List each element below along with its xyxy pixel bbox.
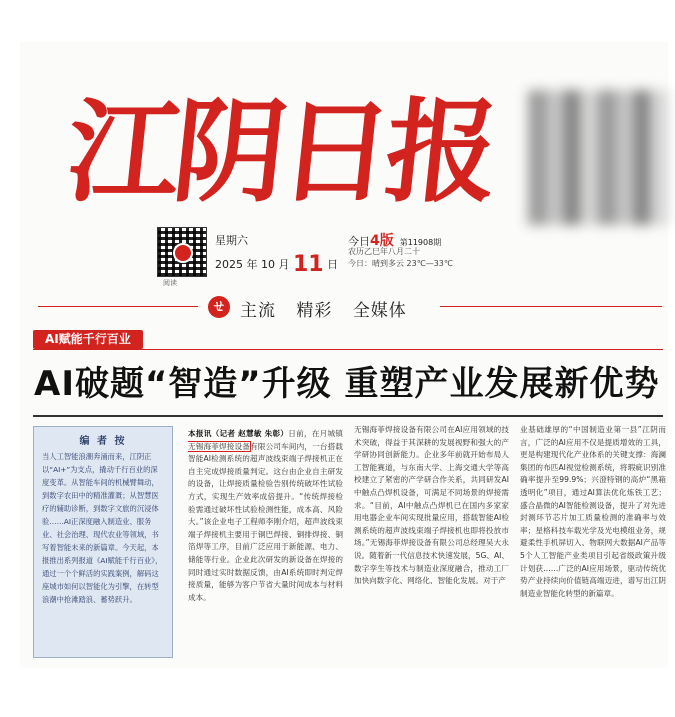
date-day: 11: [292, 252, 324, 277]
slogan-item: 主流: [240, 301, 276, 321]
article-column-1: [188, 428, 343, 660]
article-text: 有限公司车间内，一台搭载智能AI检测系统的超声波线束端子焊接机正在自主完成焊接质量判定。这台由企业自主研发的设备，让焊接质量检验告别传统破坏性试验方式，实现生产效率成倍提升。“传统焊接检验需通过破坏性试验检测性能，成本高、风险大。”该企业电子工程师李刚介绍，超声波线束端子焊接机主要用于铜巴焊接、铜排焊接、铜箔焊等工序，目前广泛应用于新能源、电力、储能等行业。企业此次研发的新设备在焊接的同时通过实时数据反馈，由AI系统即时判定焊接质量，能够为客户节省大量时间成本与材料成本。: [188, 441, 343, 602]
date-prefix: 2025 年 10 月: [215, 258, 290, 271]
date-suffix: 日: [327, 258, 339, 271]
blurred-area: [528, 90, 668, 225]
slogan-rule-left: [38, 306, 198, 307]
headline[interactable]: AI破题“智造”升级 重塑产业发展新优势: [34, 364, 660, 404]
weekday: 星期六: [215, 234, 248, 247]
article-text: 日前，在月城镇: [288, 429, 343, 438]
slogan: [240, 296, 421, 321]
article-column-2: 无锡海菲焊接设备有限公司在AI应用领域的技术突破，得益于其深耕的发展视野和强大的产学研协同创新能力。企业多年前就开始布局人工智能赛道，与东南大学、上海交通大学等高校建立了紧密的产学研合作关系，共同研发AI中触点凸焊机设备，可满足不同场景的焊接需求。“目前，AI中触点凸焊机已在国内多家家用电器企业车间实现批量应用，搭载智能AI检测系统的超声波线束端子焊接机也即将投放市场。”无锡海菲焊接设备有限公司总经理吴大永说。随着新一代信息技术快速发展，5G、AI、数字孪生等技术与制造业深度融合，推动工厂加快向数字化、网络化、智能化发展。对于产: [354, 425, 509, 586]
qr-logo-icon: [173, 243, 193, 263]
article-column-3: 业基础雄厚的“中国制造业第一县”江阴而言，广泛的AI应用不仅是提质增效的工具，更是构建现代化产业体系的关键支撑：海澜集团的布匹AI视觉检测系统，将瑕疵识别准确率提升至99.9%；兴澄特钢的高炉“黑箱透明化”项目，通过AI算法优化炼铁工艺；盛合晶微的AI智能检测设备，提升了对先进封测环节芯片加工质量检测的准确率与效率；星格科技车载光学及光电模组业务，规避柔性手机屏切入、物联网大数据AI产品等5个人工智能产业类项目引起省级政策升级计划获……广泛的AI应用场景，驱动传统优势产业持续向价值链高端迈进，谱写出江阴制造业智能化转型的新篇章。: [520, 425, 666, 598]
weather: 今日：晴到多云 23℃—33℃: [348, 259, 453, 268]
headline-rule: [33, 415, 663, 417]
slogan-item: 全媒体: [352, 301, 407, 321]
issue-number: 第11908期: [399, 238, 442, 247]
section-rule: [33, 349, 663, 350]
editor-note-text: 当人工智能浪潮奔涌而来，江阴正以“AI+”为支点，撬动千行百业的深度变革。从智能车间的机械臂舞动，到数字农田中的精准灌溉；从智慧医疗的辅助诊断，到数字文旅的沉浸体验……AI正深度融入制造业、服务业、社会治理、现代农业等领域，书写着智能未来的新篇章。今天起，本报推出系列报道《AI赋能千行百业》，通过一个个鲜活的实践案例，解码这座城市如何以智能化为引擎，在转型浪潮中抢滩踏浪、蓄势跃升。: [42, 452, 163, 604]
slogan-icon: ㄝ: [208, 296, 230, 318]
slogan-item: 精彩: [296, 301, 333, 321]
edition-prefix: 今日: [348, 235, 370, 248]
issue-date: [215, 252, 338, 277]
highlighted-company-name: 无锡海菲焊接设备: [188, 441, 251, 451]
editor-note-title: 编 者 按: [79, 436, 127, 447]
edition-count: 4版: [370, 233, 394, 249]
lunar-date: 农历乙巳年八月二十: [348, 247, 420, 256]
qr-label: 阅读: [163, 279, 177, 287]
masthead-title: 江阴日报: [61, 87, 499, 218]
section-tag: AI赋能千行百业: [33, 330, 143, 349]
slogan-rule-right: [440, 306, 662, 307]
article-byline: 本报讯（记者 赵慧敏 朱彰）: [188, 429, 289, 438]
